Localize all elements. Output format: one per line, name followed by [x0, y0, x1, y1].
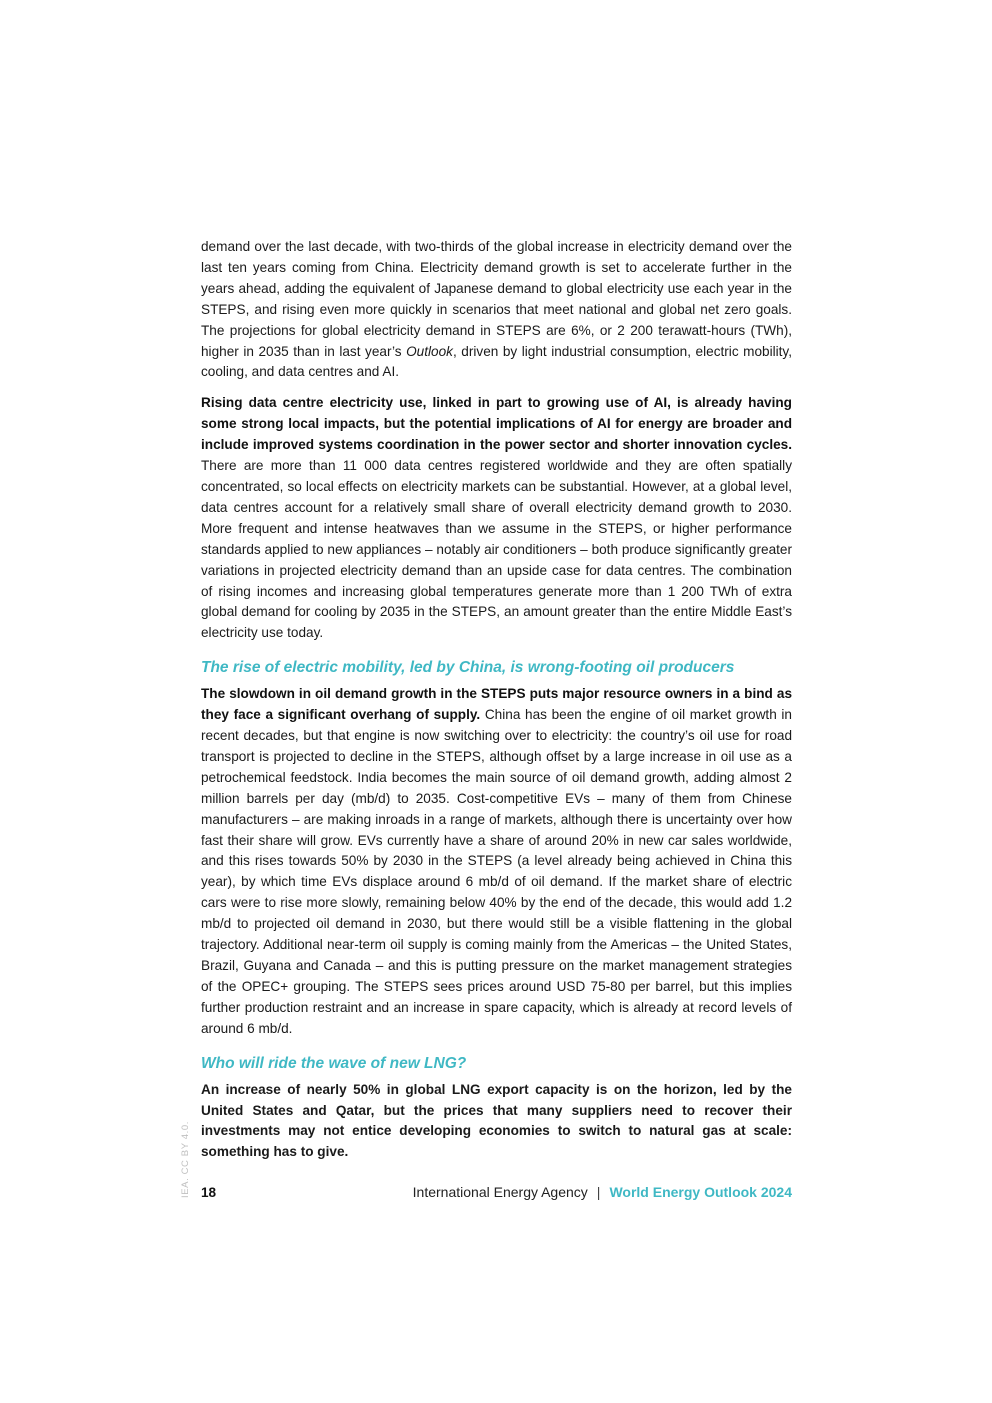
license-watermark: IEA. CC BY 4.0. — [180, 1121, 191, 1198]
paragraph-oil-demand — [201, 684, 792, 1039]
section-heading-electric-mobility: The rise of electric mobility, led by China, is wrong-footing oil producers — [201, 659, 735, 677]
footer-publisher: International Energy Agency — [412, 1184, 588, 1200]
paragraph-lead-bold: The slowdown in oil demand growth in the STEPS puts major resource owners in a bind as they face a significant overhang of supply. — [201, 686, 792, 723]
paragraph-lng-lead — [201, 1080, 792, 1164]
section-heading-lng: Who will ride the wave of new LNG? — [201, 1054, 467, 1072]
footer-separator: | — [596, 1184, 601, 1200]
paragraph-lead-bold: An increase of nearly 50% in global LNG export capacity is on the horizon, led by the United States and Qatar, but the prices that many suppliers need to recover their investments may not entice developing economies to switch to natural gas at scale: something has to give. — [201, 1081, 792, 1160]
page-body — [201, 237, 792, 1163]
page-footer — [201, 1182, 792, 1202]
paragraph-electricity-demand — [201, 237, 792, 383]
outlook-italic-text: Outlook — [406, 343, 453, 359]
paragraph-text: There are more than 11 000 data centres registered worldwide and they are often spatially concentrated, so local effects on electricity markets can be substantial. However, at a global level, data centres account for a relatively small share of overall electricity demand growth to 2030. More frequent and intense heatwaves than we assume in the STEPS, or higher performance standards applied to new appliances – notably air conditioners – both produce significantly greater variations in projected electricity demand than an upside case for data centres. The combination of rising incomes and increasing global temperatures generate more than 1 200 TWh of extra global demand for cooling by 2035 in the STEPS, an amount greater than the entire Middle East’s electricity use today. — [201, 458, 792, 641]
paragraph-text: China has been the engine of oil market growth in recent decades, but that engine is now switching over to electricity: the country’s oil use for road transport is projected to decline in the STEPS, although offset by a large increase in oil use as a petrochemical feedstock. India becomes the main source of oil demand growth, adding almost 2 million barrels per day (mb/d) to 2035. Cost-competitive EVs – many of them from Chinese manufacturers – are making inroads in a range of markets, although there is uncertainty over how fast their share will grow. EVs currently have a share of around 20% in new car sales worldwide, and this rises towards 50% by 2030 in the STEPS (a level already being achieved in China this year), by which time EVs displace around 6 mb/d of oil demand. If the market share of electric cars were to rise more slowly, remaining below 40% by the end of the decade, this would add 1.2 mb/d to projected oil demand in 2030, but there would still be a visible flattening in the global trajectory. Additional near-term oil supply is coming mainly from the Americas – the United States, Brazil, Guyana and Canada – and this is putting pressure on the market management strategies of the OPEC+ grouping. The STEPS sees prices around USD 75-80 per barrel, but this implies further production restraint and an increase in spare capacity, which is already at record levels of around 6 mb/d. — [201, 707, 792, 1036]
paragraph-data-centres — [201, 393, 792, 644]
footer-publication-title: World Energy Outlook 2024 — [609, 1184, 792, 1200]
page-number: 18 — [201, 1184, 217, 1200]
paragraph-text: demand over the last decade, with two-thirds of the global increase in electricity demand over the last ten years coming from China. Electricity demand growth is set to accelerate further in the years ahead, adding the equivalent of Japanese demand to global electricity use each year in the STEPS, and rising even more quickly in scenarios that meet national and global net zero goals. The projections for global electricity demand in STEPS are 6%, or 2 200 terawatt-hours (TWh), higher in 2035 than in last year’s — [201, 239, 792, 359]
paragraph-text-tail: , driven by light industrial consumption, electric mobility, cooling, and data centres and AI. — [201, 343, 792, 380]
paragraph-lead-bold: Rising data centre electricity use, linked in part to growing use of AI, is already having some strong local impacts, but the potential implications of AI for energy are broader and include improved systems coordination in the power sector and shorter innovation cycles. — [201, 395, 792, 453]
footer-source — [413, 1184, 792, 1200]
